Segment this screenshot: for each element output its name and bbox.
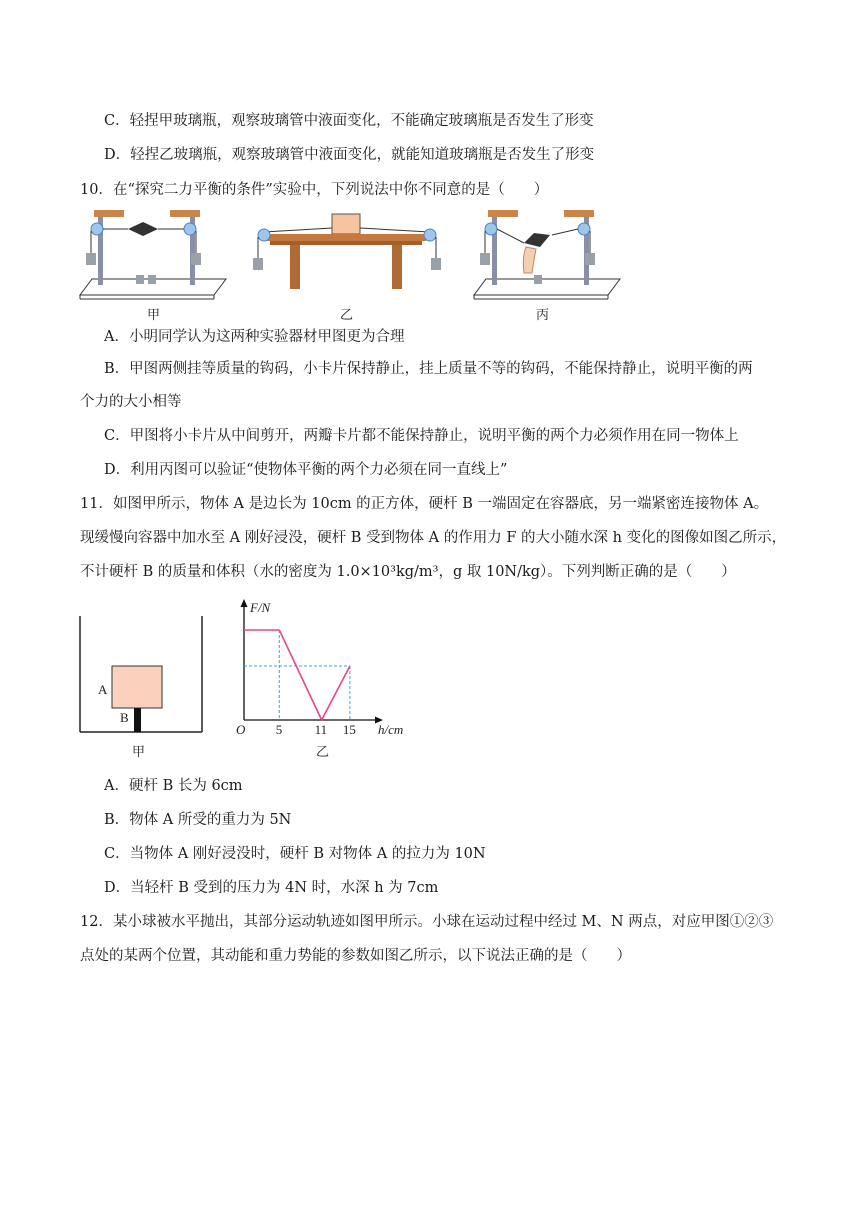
series-segment-1 (279, 630, 321, 720)
q10-option-a: A．小明同学认为这两种实验器材甲图更为合理 (104, 329, 405, 345)
y-axis-label: F/N (250, 600, 271, 615)
q9-option-d: D．轻捏乙玻璃瓶，观察玻璃管中液面变化，就能知道玻璃瓶是否发生了形变 (104, 147, 595, 163)
q11-option-c: C．当物体 A 刚好浸没时，硬杆 B 对物体 A 的拉力为 10N (104, 846, 486, 862)
q11-option-d: D．当轻杆 B 受到的压力为 4N 时，水深 h 为 7cm (104, 880, 439, 896)
chart-caption: 乙 (316, 744, 330, 759)
q10-caption-bing: 丙 (536, 308, 550, 323)
q11-caption-jia: 甲 (132, 744, 146, 759)
y-axis-arrow-icon (241, 599, 248, 607)
q11-figure-jia (76, 612, 206, 762)
q11-stem-line3: 不计硬杆 B 的质量和体积（水的密度为 1.0×10³kg/m³，g 取 10N/kg）。下列判断正确的是（ ） (80, 564, 736, 580)
q11-label-b: B (120, 710, 129, 725)
q10-option-b-line1: B．甲图两侧挂等质量的钩码，小卡片保持静止，挂上质量不等的钩码，不能保持静止，说明平衡的两 (104, 361, 753, 377)
q10-stem: 10．在“探究二力平衡的条件”实验中，下列说法中你不同意的是（ ） (80, 182, 549, 198)
x-tick-label: 11 (314, 722, 328, 737)
series-segment-2 (322, 666, 350, 720)
x-tick-label: 15 (342, 722, 356, 737)
q9-option-c: C．轻捏甲玻璃瓶，观察玻璃管中液面变化，不能确定玻璃瓶是否发生了形变 (104, 113, 594, 129)
q11-label-a: A (98, 682, 108, 697)
q12-stem-line1: 12．某小球被水平抛出，其部分运动轨迹如图甲所示。小球在运动过程中经过 M、N 两点，对应甲图①②③ (80, 914, 774, 930)
q10-figure-jia (78, 203, 228, 301)
q10-option-b-line2: 个力的大小相等 (80, 394, 182, 410)
q10-figure-bing (472, 203, 622, 301)
origin-label: O (236, 722, 246, 737)
q10-option-c: C．甲图将小卡片从中间剪开，两瓣卡片都不能保持静止，说明平衡的两个力必须作用在同一物体上 (104, 428, 739, 444)
q10-caption-jia: 甲 (147, 308, 161, 323)
q11-stem-line2: 现缓慢向容器中加水至 A 刚好浸没，硬杆 B 受到物体 A 的作用力 F 的大小随水深 h 变化的图像如图乙所示， (80, 530, 787, 546)
q10-caption-yi: 乙 (340, 308, 354, 323)
x-axis-label: h/cm (378, 722, 404, 737)
q10-figure-yi (244, 210, 450, 292)
q10-option-d: D．利用丙图可以验证“使物体平衡的两个力必须在同一直线上” (104, 462, 508, 478)
q11-option-a: A．硬杆 B 长为 6cm (104, 778, 243, 794)
q12-stem-line2: 点处的某两个位置，其动能和重力势能的参数如图乙所示，以下说法正确的是（ ） (80, 948, 631, 964)
q11-option-b: B．物体 A 所受的重力为 5N (104, 812, 292, 828)
x-tick-label: 5 (275, 722, 283, 737)
q11-chart (228, 596, 418, 762)
q11-stem-line1: 11．如图甲所示，物体 A 是边长为 10cm 的正方体，硬杆 B 一端固定在容器底，另一端紧密连接物体 A。 (80, 496, 769, 512)
